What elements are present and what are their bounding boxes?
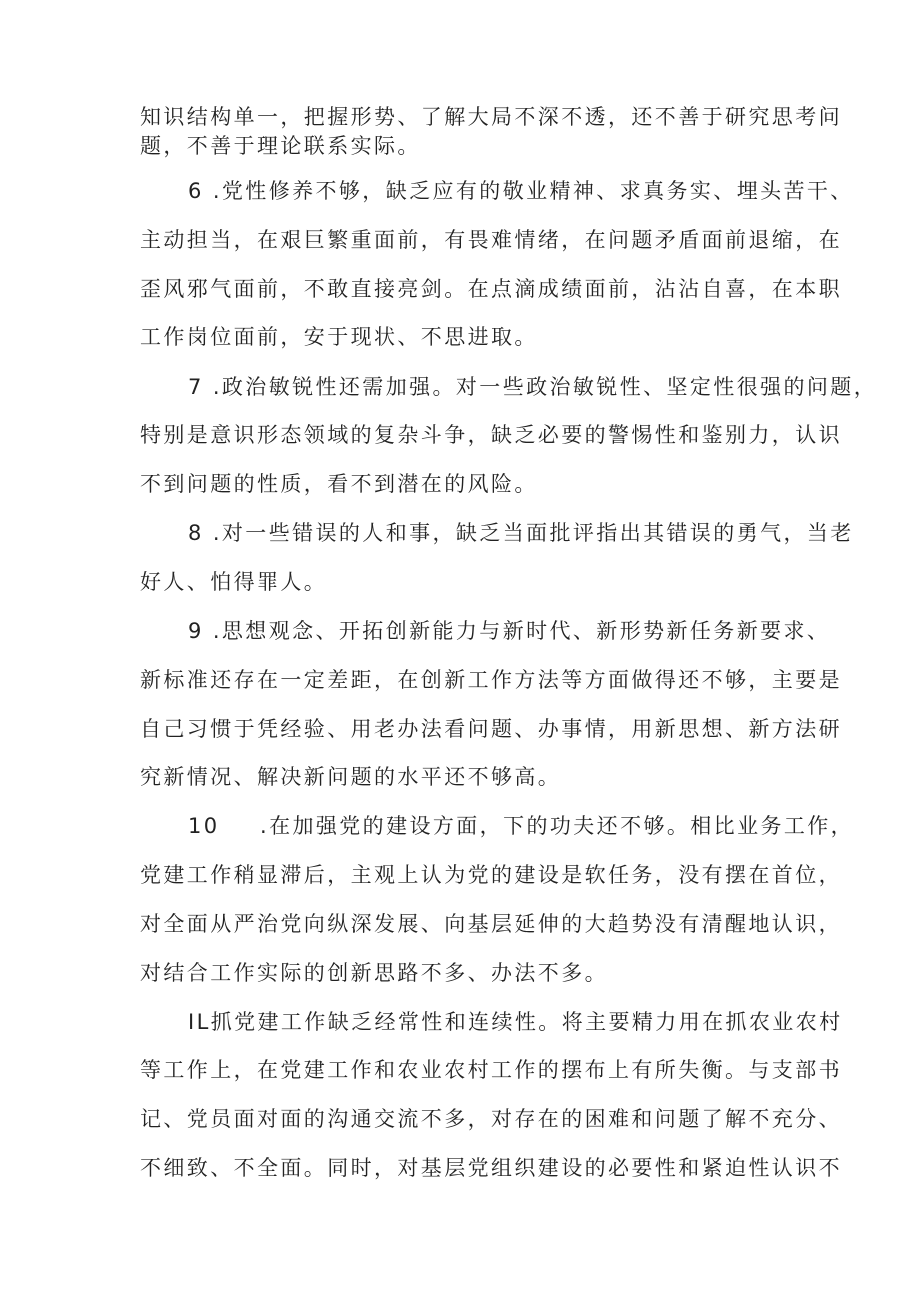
text-line: 好人、怕得罪人。 (140, 570, 328, 594)
text-line: 对结合工作实际的创新思路不多、办法不多。 (140, 961, 608, 985)
text-line: 知识结构单一，把握形势、了解大局不深不透，还不善于研究思考问 (140, 105, 842, 129)
text-line: 等工作上，在党建工作和农业农村工作的摆布上有所失衡。与支部书 (140, 1058, 842, 1082)
text-line: 记、党员面对面的沟通交流不多，对存在的困难和问题了解不充分、 (140, 1107, 842, 1131)
text-line: 新标准还存在一定差距，在创新工作方法等方面做得还不够，主要是 (140, 668, 842, 692)
paragraph-number: 10 (188, 814, 220, 838)
paragraph-6-first-line: 6 .党性修养不够，缺乏应有的敬业精神、求真务实、埋头苦干、 (188, 179, 854, 203)
text-line: 歪风邪气面前，不敢直接亮剑。在点滴成绩面前，沾沾自喜，在本职 (140, 277, 842, 301)
paragraph-9-first-line: 9 .思想观念、开拓创新能力与新时代、新形势新任务新要求、 (188, 619, 831, 643)
text-line: 不到问题的性质，看不到潜在的风险。 (140, 472, 538, 496)
paragraph-8-first-line: 8 .对一些错误的人和事，缺乏当面批评指出其错误的勇气，当老 (188, 521, 854, 545)
paragraph-text: .在加强党的建设方面，下的功夫还不够。相比业务工作， (260, 814, 855, 838)
paragraph-7-first-line: 7 .政治敏锐性还需加强。对一些政治敏锐性、坚定性很强的问题， (188, 375, 878, 399)
text-line: 题，不善于理论联系实际。 (140, 134, 421, 158)
paragraph-10-first-line (188, 811, 854, 841)
text-line: 党建工作稍显滞后，主观上认为党的建设是软任务，没有摆在首位， (140, 863, 842, 887)
text-line: 对全面从严治党向纵深发展、向基层延伸的大趋势没有清醒地认识， (140, 912, 842, 936)
text-line: 工作岗位面前，安于现状、不思进取。 (140, 325, 538, 349)
text-line: 自己习惯于凭经验、用老办法看问题、办事情，用新思想、新方法研 (140, 717, 842, 741)
text-line: 主动担当，在艰巨繁重面前，有畏难情绪，在问题矛盾面前退缩，在 (140, 228, 842, 252)
text-line: 不细致、不全面。同时，对基层党组织建设的必要性和紧迫性认识不 (140, 1156, 842, 1180)
paragraph-11-first-line: IL抓党建工作缺乏经常性和连续性。将主要精力用在抓农业农村 (188, 1010, 843, 1034)
text-line: 特别是意识形态领域的复杂斗争，缺乏必要的警惕性和鉴别力，认识 (140, 423, 842, 447)
text-line: 究新情况、解决新问题的水平还不够高。 (140, 765, 562, 789)
